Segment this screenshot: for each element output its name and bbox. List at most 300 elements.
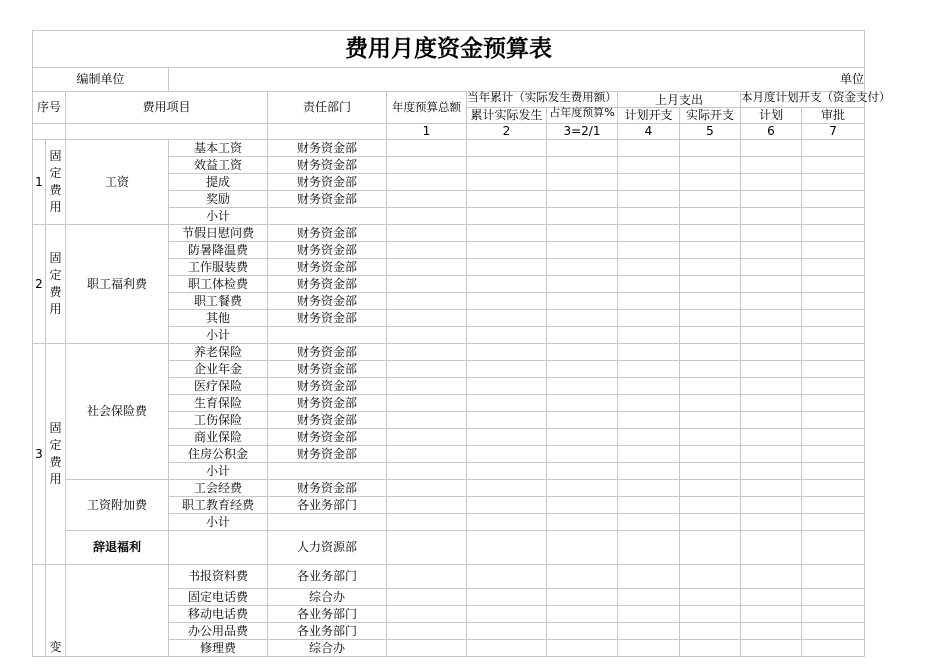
value-cell	[680, 446, 741, 463]
value-cell	[387, 259, 467, 276]
value-cell	[387, 565, 467, 589]
unit-right-label: 单位	[169, 68, 865, 92]
value-cell	[467, 310, 547, 327]
header-annual: 年度预算总额	[387, 92, 467, 124]
dept-cell: 财务资金部	[268, 310, 387, 327]
type-cell: 固定费用	[46, 225, 66, 344]
value-cell	[547, 344, 618, 361]
value-cell	[618, 395, 680, 412]
value-cell	[618, 242, 680, 259]
value-cell	[618, 514, 680, 531]
value-cell	[618, 140, 680, 157]
value-cell	[680, 191, 741, 208]
index-blank	[66, 124, 268, 140]
sub-item-cell: 固定电话费	[169, 589, 268, 606]
value-cell	[387, 623, 467, 640]
value-cell	[467, 395, 547, 412]
value-cell	[467, 531, 547, 565]
value-cell	[680, 225, 741, 242]
dept-cell: 财务资金部	[268, 174, 387, 191]
value-cell	[618, 293, 680, 310]
value-cell	[680, 378, 741, 395]
sub-item-cell: 小计	[169, 463, 268, 480]
value-cell	[618, 344, 680, 361]
value-cell	[467, 514, 547, 531]
dept-cell: 财务资金部	[268, 395, 387, 412]
value-cell	[467, 429, 547, 446]
header-last-month: 上月支出	[618, 92, 741, 108]
value-cell	[802, 497, 865, 514]
value-cell	[467, 276, 547, 293]
item-cell	[66, 565, 169, 657]
header-plan-spend: 计划开支	[618, 108, 680, 124]
sub-item-cell: 小计	[169, 208, 268, 225]
value-cell	[467, 293, 547, 310]
value-cell	[802, 174, 865, 191]
table-row	[33, 140, 865, 157]
value-cell	[467, 480, 547, 497]
value-cell	[618, 412, 680, 429]
value-cell	[467, 565, 547, 589]
sub-item-cell: 生育保险	[169, 395, 268, 412]
dept-cell: 财务资金部	[268, 378, 387, 395]
type-cell: 固定费用	[46, 140, 66, 225]
value-cell	[802, 225, 865, 242]
value-cell	[618, 640, 680, 657]
value-cell	[618, 191, 680, 208]
value-cell	[680, 174, 741, 191]
sub-item-cell: 养老保险	[169, 344, 268, 361]
value-cell	[547, 293, 618, 310]
value-cell	[547, 191, 618, 208]
dept-cell: 各业务部门	[268, 497, 387, 514]
value-cell	[387, 208, 467, 225]
value-cell	[618, 446, 680, 463]
value-cell	[741, 514, 802, 531]
header-dept: 责任部门	[268, 92, 387, 124]
value-cell	[618, 623, 680, 640]
seq-cell: 3	[33, 344, 46, 565]
value-cell	[467, 242, 547, 259]
value-cell	[387, 412, 467, 429]
value-cell	[618, 606, 680, 623]
header-ytd-pct: 占年度预算%	[547, 108, 618, 124]
sub-item-cell: 职工教育经费	[169, 497, 268, 514]
value-cell	[387, 531, 467, 565]
value-cell	[547, 606, 618, 623]
value-cell	[467, 589, 547, 606]
value-cell	[547, 565, 618, 589]
value-cell	[741, 293, 802, 310]
value-cell	[618, 565, 680, 589]
value-cell	[802, 242, 865, 259]
sub-item-cell: 提成	[169, 174, 268, 191]
value-cell	[467, 344, 547, 361]
value-cell	[618, 327, 680, 344]
dept-cell: 财务资金部	[268, 293, 387, 310]
value-cell	[387, 344, 467, 361]
index-cell: 4	[618, 124, 680, 140]
value-cell	[387, 225, 467, 242]
value-cell	[802, 565, 865, 589]
value-cell	[547, 589, 618, 606]
value-cell	[467, 327, 547, 344]
header-item: 费用项目	[66, 92, 268, 124]
budget-table	[32, 30, 891, 657]
value-cell	[741, 480, 802, 497]
sub-item-cell: 工伤保险	[169, 412, 268, 429]
value-cell	[547, 640, 618, 657]
value-cell	[802, 531, 865, 565]
value-cell	[680, 293, 741, 310]
value-cell	[387, 429, 467, 446]
type-cell: 固定费用	[46, 344, 66, 565]
value-cell	[547, 446, 618, 463]
value-cell	[467, 378, 547, 395]
value-cell	[618, 174, 680, 191]
value-cell	[547, 514, 618, 531]
value-cell	[618, 361, 680, 378]
value-cell	[547, 531, 618, 565]
sub-item-cell: 小计	[169, 514, 268, 531]
dept-cell: 人力资源部	[268, 531, 387, 565]
value-cell	[741, 276, 802, 293]
value-cell	[680, 606, 741, 623]
value-cell	[547, 327, 618, 344]
dept-cell	[268, 327, 387, 344]
value-cell	[741, 606, 802, 623]
table-row	[33, 480, 865, 497]
value-cell	[547, 157, 618, 174]
value-cell	[741, 395, 802, 412]
value-cell	[741, 361, 802, 378]
value-cell	[547, 242, 618, 259]
value-cell	[802, 310, 865, 327]
sub-item-cell: 修理费	[169, 640, 268, 657]
page-title: 费用月度资金预算表	[33, 31, 865, 68]
value-cell	[387, 378, 467, 395]
index-cell: 1	[387, 124, 467, 140]
header-row-1	[33, 92, 865, 108]
dept-cell: 综合办	[268, 589, 387, 606]
value-cell	[802, 395, 865, 412]
value-cell	[680, 623, 741, 640]
sub-item-cell: 商业保险	[169, 429, 268, 446]
header-ytd-actual: 累计实际发生	[467, 108, 547, 124]
value-cell	[387, 293, 467, 310]
sub-item-cell: 基本工资	[169, 140, 268, 157]
value-cell	[387, 463, 467, 480]
value-cell	[467, 157, 547, 174]
dept-cell: 各业务部门	[268, 623, 387, 640]
value-cell	[741, 140, 802, 157]
value-cell	[467, 497, 547, 514]
dept-cell: 财务资金部	[268, 361, 387, 378]
value-cell	[802, 191, 865, 208]
value-cell	[467, 361, 547, 378]
value-cell	[387, 395, 467, 412]
value-cell	[547, 208, 618, 225]
value-cell	[802, 276, 865, 293]
value-cell	[802, 589, 865, 606]
value-cell	[618, 497, 680, 514]
dept-cell: 财务资金部	[268, 225, 387, 242]
seq-cell: 2	[33, 225, 46, 344]
table-row	[33, 565, 865, 589]
unit-row	[33, 68, 865, 92]
value-cell	[741, 191, 802, 208]
value-cell	[387, 276, 467, 293]
value-cell	[387, 497, 467, 514]
dept-cell: 财务资金部	[268, 276, 387, 293]
value-cell	[387, 480, 467, 497]
value-cell	[618, 463, 680, 480]
dept-cell	[268, 514, 387, 531]
sub-item-cell: 医疗保险	[169, 378, 268, 395]
table-row	[33, 344, 865, 361]
value-cell	[741, 225, 802, 242]
sub-item-cell: 效益工资	[169, 157, 268, 174]
dept-cell: 财务资金部	[268, 344, 387, 361]
header-approve: 审批	[802, 108, 865, 124]
sub-item-cell: 办公用品费	[169, 623, 268, 640]
dept-cell: 各业务部门	[268, 565, 387, 589]
sub-item-cell: 职工餐费	[169, 293, 268, 310]
value-cell	[680, 589, 741, 606]
index-cell: 6	[741, 124, 802, 140]
dept-cell: 财务资金部	[268, 140, 387, 157]
value-cell	[680, 480, 741, 497]
value-cell	[741, 429, 802, 446]
value-cell	[741, 378, 802, 395]
value-cell	[802, 361, 865, 378]
index-cell: 7	[802, 124, 865, 140]
value-cell	[802, 606, 865, 623]
value-cell	[741, 242, 802, 259]
table-row	[33, 531, 865, 565]
value-cell	[741, 463, 802, 480]
index-row	[33, 124, 865, 140]
value-cell	[387, 606, 467, 623]
dept-cell	[268, 463, 387, 480]
value-cell	[741, 174, 802, 191]
value-cell	[467, 463, 547, 480]
value-cell	[680, 140, 741, 157]
dept-cell	[268, 208, 387, 225]
value-cell	[680, 531, 741, 565]
index-blank	[268, 124, 387, 140]
table-row	[33, 225, 865, 242]
value-cell	[741, 208, 802, 225]
value-cell	[387, 589, 467, 606]
dept-cell: 财务资金部	[268, 412, 387, 429]
index-blank	[33, 124, 66, 140]
header-plan: 计划	[741, 108, 802, 124]
value-cell	[467, 623, 547, 640]
dept-cell: 各业务部门	[268, 606, 387, 623]
value-cell	[387, 191, 467, 208]
value-cell	[618, 378, 680, 395]
value-cell	[547, 395, 618, 412]
item-cell: 职工福利费	[66, 225, 169, 344]
value-cell	[680, 344, 741, 361]
value-cell	[618, 429, 680, 446]
value-cell	[741, 531, 802, 565]
value-cell	[680, 514, 741, 531]
sub-item-cell: 职工体检费	[169, 276, 268, 293]
value-cell	[547, 497, 618, 514]
value-cell	[547, 623, 618, 640]
seq-cell: 1	[33, 140, 46, 225]
value-cell	[680, 276, 741, 293]
item-cell: 辞退福利	[66, 531, 169, 565]
value-cell	[802, 463, 865, 480]
sub-item-cell: 其他	[169, 310, 268, 327]
value-cell	[741, 310, 802, 327]
title-row	[33, 31, 865, 68]
item-cell: 工资附加费	[66, 480, 169, 531]
value-cell	[547, 378, 618, 395]
value-cell	[547, 480, 618, 497]
value-cell	[387, 514, 467, 531]
item-cell: 社会保险费	[66, 344, 169, 480]
value-cell	[387, 361, 467, 378]
index-cell: 3=2/1	[547, 124, 618, 140]
value-cell	[680, 242, 741, 259]
value-cell	[741, 640, 802, 657]
value-cell	[618, 225, 680, 242]
value-cell	[741, 497, 802, 514]
value-cell	[547, 225, 618, 242]
spreadsheet	[32, 30, 891, 672]
value-cell	[802, 429, 865, 446]
value-cell	[680, 463, 741, 480]
value-cell	[387, 157, 467, 174]
value-cell	[802, 140, 865, 157]
value-cell	[680, 327, 741, 344]
header-actual-spend: 实际开支	[680, 108, 741, 124]
value-cell	[618, 310, 680, 327]
dept-cell: 财务资金部	[268, 446, 387, 463]
value-cell	[547, 140, 618, 157]
seq-cell	[33, 565, 46, 657]
sub-item-cell: 移动电话费	[169, 606, 268, 623]
value-cell	[547, 310, 618, 327]
value-cell	[741, 344, 802, 361]
value-cell	[618, 531, 680, 565]
value-cell	[618, 157, 680, 174]
value-cell	[680, 412, 741, 429]
value-cell	[741, 565, 802, 589]
value-cell	[802, 640, 865, 657]
sub-item-cell: 书报资料费	[169, 565, 268, 589]
value-cell	[802, 623, 865, 640]
sub-item-cell: 防暑降温费	[169, 242, 268, 259]
sub-item-cell: 节假日慰问费	[169, 225, 268, 242]
value-cell	[802, 514, 865, 531]
value-cell	[547, 429, 618, 446]
value-cell	[802, 208, 865, 225]
dept-cell: 综合办	[268, 640, 387, 657]
value-cell	[547, 463, 618, 480]
value-cell	[467, 208, 547, 225]
value-cell	[618, 276, 680, 293]
value-cell	[387, 174, 467, 191]
value-cell	[618, 480, 680, 497]
header-this-month: 本月度计划开支（资金支付）	[741, 92, 865, 108]
header-ytd-group: 当年累计（实际发生费用额）	[467, 92, 618, 108]
value-cell	[387, 242, 467, 259]
sub-item-cell: 小计	[169, 327, 268, 344]
sub-item-cell: 工会经费	[169, 480, 268, 497]
sub-item-cell: 企业年金	[169, 361, 268, 378]
value-cell	[741, 589, 802, 606]
value-cell	[680, 208, 741, 225]
sub-item-cell: 住房公积金	[169, 446, 268, 463]
value-cell	[547, 174, 618, 191]
value-cell	[387, 640, 467, 657]
index-cell: 5	[680, 124, 741, 140]
value-cell	[680, 395, 741, 412]
value-cell	[387, 140, 467, 157]
value-cell	[741, 446, 802, 463]
value-cell	[467, 174, 547, 191]
value-cell	[618, 208, 680, 225]
value-cell	[802, 327, 865, 344]
dept-cell: 财务资金部	[268, 157, 387, 174]
value-cell	[741, 259, 802, 276]
value-cell	[741, 157, 802, 174]
value-cell	[387, 327, 467, 344]
value-cell	[741, 327, 802, 344]
dept-cell: 财务资金部	[268, 480, 387, 497]
dept-cell: 财务资金部	[268, 429, 387, 446]
value-cell	[547, 276, 618, 293]
value-cell	[680, 259, 741, 276]
value-cell	[618, 589, 680, 606]
value-cell	[680, 157, 741, 174]
value-cell	[387, 446, 467, 463]
sub-item-cell	[169, 531, 268, 565]
value-cell	[802, 412, 865, 429]
value-cell	[387, 310, 467, 327]
value-cell	[802, 259, 865, 276]
value-cell	[467, 640, 547, 657]
value-cell	[680, 310, 741, 327]
dept-cell: 财务资金部	[268, 242, 387, 259]
value-cell	[802, 344, 865, 361]
value-cell	[467, 446, 547, 463]
value-cell	[802, 378, 865, 395]
value-cell	[680, 361, 741, 378]
value-cell	[547, 412, 618, 429]
value-cell	[467, 140, 547, 157]
value-cell	[680, 429, 741, 446]
type-cell: 变	[46, 565, 66, 657]
value-cell	[618, 259, 680, 276]
value-cell	[680, 640, 741, 657]
value-cell	[802, 157, 865, 174]
value-cell	[802, 293, 865, 310]
unit-label: 编制单位	[33, 68, 169, 92]
value-cell	[802, 446, 865, 463]
item-cell: 工资	[66, 140, 169, 225]
value-cell	[467, 606, 547, 623]
value-cell	[467, 412, 547, 429]
value-cell	[741, 412, 802, 429]
dept-cell: 财务资金部	[268, 259, 387, 276]
value-cell	[741, 623, 802, 640]
